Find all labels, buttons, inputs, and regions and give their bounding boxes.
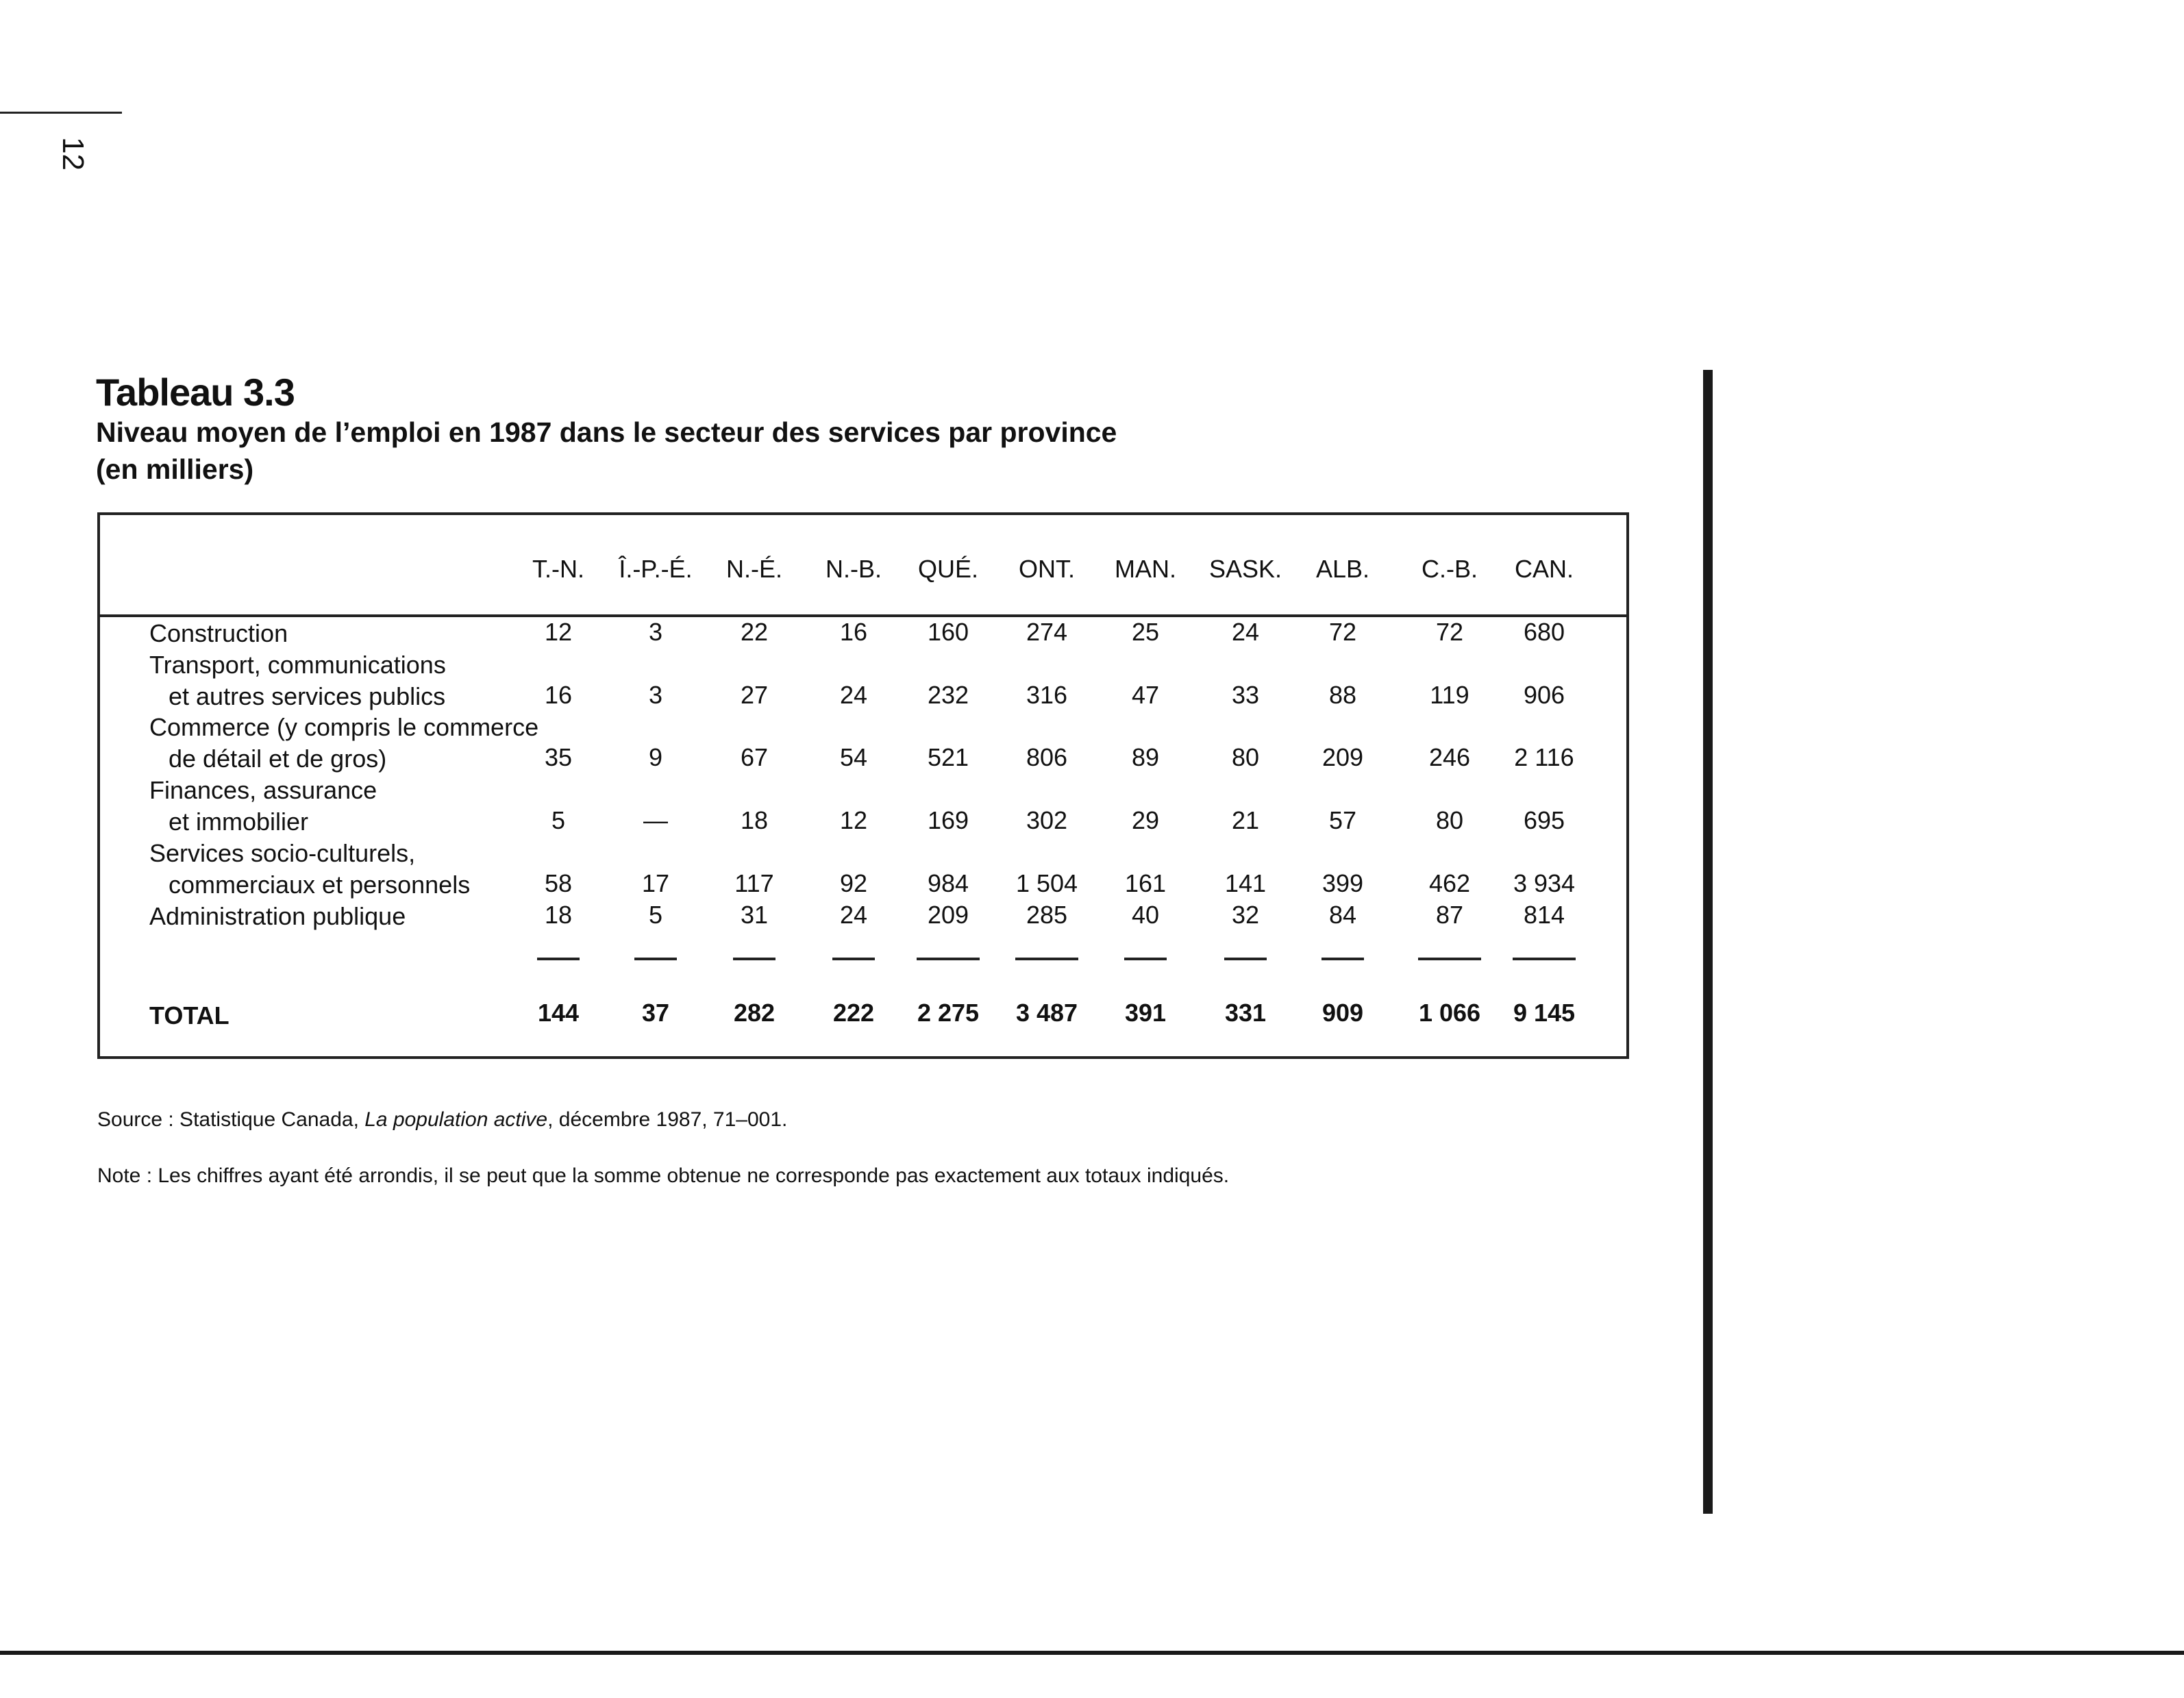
row-label-line: de détail et de gros) [169,745,387,773]
total-cell: 282 [733,999,775,1027]
table-cell: 72 [1435,618,1464,646]
total-label: TOTAL [149,1001,229,1029]
table-cell: 119 [1430,681,1469,709]
table-cell: 80 [1231,743,1260,771]
table-cell: 33 [1231,681,1260,709]
total-cell: 909 [1321,999,1364,1027]
table-cell: 169 [927,806,969,834]
sum-rule [917,958,980,960]
sum-rule [733,958,775,960]
top-rule [0,112,122,114]
table-cell: 9 [648,743,663,771]
table-cell: 47 [1131,681,1160,709]
header-rule [97,614,1629,617]
table-cell: 18 [740,806,769,834]
total-cell: 391 [1124,999,1167,1027]
row-label-line: et immobilier [169,808,309,836]
row-label [149,901,406,932]
table-cell: 274 [1026,618,1068,646]
table-title-line1: Niveau moyen de l’emploi en 1987 dans le secteur des services par province [96,416,1117,448]
table-cell: 285 [1026,901,1068,929]
column-header: CAN. [1514,555,1574,583]
total-cell: 1 066 [1418,999,1481,1027]
table-cell: 984 [927,869,969,897]
table-cell: 302 [1026,806,1068,834]
table-title [96,414,1117,488]
table-cell: 3 934 [1513,869,1576,897]
table-cell: 5 [551,806,566,834]
table-cell: 35 [544,743,573,771]
column-header: ALB. [1315,555,1370,583]
table-title-line2: (en milliers) [96,453,254,485]
table-cell: 24 [1231,618,1260,646]
sum-rule [1224,958,1267,960]
sum-rule [537,958,580,960]
table-cell: 906 [1523,681,1565,709]
source-note [97,1108,787,1132]
table-cell: 3 [648,681,663,709]
table-cell: 2 116 [1514,743,1574,771]
sum-rule [1418,958,1481,960]
table-cell: 521 [927,743,969,771]
table-cell: 87 [1435,901,1464,929]
row-label-line: Finances, assurance [149,776,377,804]
total-cell: 37 [641,999,670,1027]
row-label [149,838,470,901]
table-cell: 24 [839,681,868,709]
total-cell: 331 [1224,999,1267,1027]
row-label [149,775,377,838]
table-cell: 54 [839,743,868,771]
column-header: N.-É. [725,555,782,583]
table-cell: 316 [1026,681,1068,709]
total-cell: 9 145 [1513,999,1576,1027]
column-header: T.-N. [532,555,584,583]
table-cell: 40 [1131,901,1160,929]
table-cell: 16 [544,681,573,709]
table-cell: 680 [1523,618,1565,646]
sum-rule [1513,958,1576,960]
table-cell: 1 504 [1015,869,1078,897]
table-label: Tableau 3.3 [96,371,295,414]
table-cell: 232 [927,681,969,709]
column-header: N.-B. [825,555,882,583]
table-cell: 27 [740,681,769,709]
column-header: SASK. [1208,555,1282,583]
table-cell: 209 [1321,743,1364,771]
row-label [149,712,538,775]
table-cell: 31 [740,901,769,929]
total-cell: 222 [832,999,875,1027]
table-cell: 67 [740,743,769,771]
row-label [149,649,446,712]
column-header: ONT. [1018,555,1075,583]
table-cell: 209 [927,901,969,929]
table-cell: 160 [927,618,969,646]
table-cell: 22 [740,618,769,646]
table-cell: — [643,806,668,834]
sum-rule [832,958,875,960]
table-cell: 695 [1523,806,1565,834]
sum-rule [1015,958,1078,960]
right-margin-bar [1703,370,1713,1514]
table-cell: 24 [839,901,868,929]
table-cell: 141 [1224,869,1267,897]
table-cell: 32 [1231,901,1260,929]
bottom-rule [0,1651,2184,1655]
table-cell: 161 [1124,869,1167,897]
row-label-line: et autres services publics [169,682,446,710]
column-header: QUÉ. [917,555,978,583]
table-cell: 17 [641,869,670,897]
row-label-line: Administration publique [149,902,406,930]
total-cell: 2 275 [917,999,980,1027]
table-cell: 92 [839,869,868,897]
table-cell: 58 [544,869,573,897]
table-cell: 89 [1131,743,1160,771]
row-label-line: Commerce (y compris le commerce [149,713,539,741]
table-cell: 88 [1328,681,1357,709]
row-label-line: commerciaux et personnels [169,871,471,899]
table-cell: 21 [1231,806,1260,834]
sum-rule [1321,958,1364,960]
table-cell: 25 [1131,618,1160,646]
table-cell: 80 [1435,806,1464,834]
total-cell: 144 [537,999,580,1027]
sum-rule [634,958,677,960]
column-header: MAN. [1115,555,1176,583]
rounding-note: Note : Les chiffres ayant été arrondis, il se peut que la somme obtenue ne corresponde pas exactement aux totaux indiqués. [97,1164,1230,1187]
table-cell: 72 [1328,618,1357,646]
row-label-line: Construction [149,619,288,647]
table-cell: 5 [648,901,663,929]
table-cell: 814 [1523,901,1565,929]
table-cell: 57 [1328,806,1357,834]
table-cell: 399 [1321,869,1364,897]
source-prefix: Source : Statistique Canada, [97,1108,365,1131]
table-cell: 806 [1026,743,1068,771]
column-header: C.-B. [1421,555,1478,583]
table-cell: 3 [648,618,663,646]
source-suffix: , décembre 1987, 71–001. [547,1108,788,1131]
page-number: 12 [56,137,90,171]
table-cell: 117 [734,869,774,897]
row-label-line: Services socio-culturels, [149,839,416,867]
table-cell: 16 [839,618,868,646]
total-cell: 3 487 [1015,999,1078,1027]
column-header: Î.-P.-É. [619,555,693,583]
sum-rule [1124,958,1167,960]
source-title: La population active [364,1108,548,1131]
table-cell: 12 [544,618,573,646]
table-cell: 29 [1131,806,1160,834]
table-cell: 246 [1428,743,1471,771]
table-cell: 84 [1328,901,1357,929]
table-cell: 462 [1428,869,1471,897]
table-cell: 18 [544,901,573,929]
row-label-line: Transport, communications [149,651,446,679]
table-cell: 12 [839,806,868,834]
row-label [149,618,288,649]
